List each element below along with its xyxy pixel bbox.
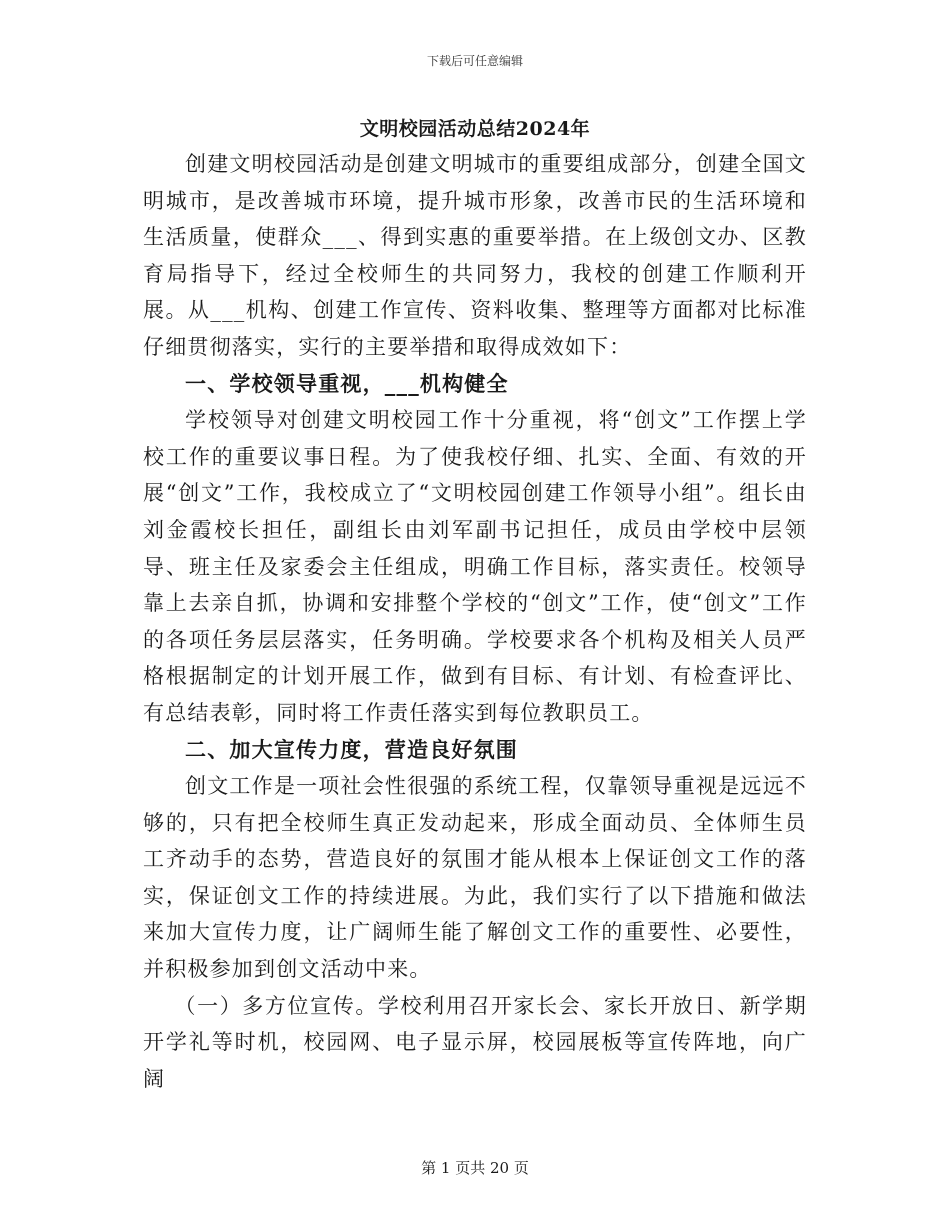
intro-paragraph: 创建文明校园活动是创建文明城市的重要组成部分，创建全国文明城市，是改善城市环境，提升城市形象，改善市民的生活环境和生活质量，使群众___、得到实惠的重要举措。在上级创文办、区教育局指导下，经过全校师生的共同努力，我校的创建工作顺利开展。从___机构、创建工作宣传、资料收集、整理等方面都对比标准仔细贯彻落实，实行的主要举措和取得成效如下： — [143, 152, 807, 359]
section-heading-2: 二、加大宣传力度，营造良好氛围 — [185, 736, 518, 762]
section-heading-1: 一、学校领导重视，___机构健全 — [185, 370, 509, 396]
section-1-paragraph: 学校领导对创建文明校园工作十分重视，将“创文”工作摆上学校工作的重要议事日程。为了使我校仔细、扎实、全面、有效的开展“创文”工作，我校成立了“文明校园创建工作领导小组”。组长由刘金霞校长担任，副组长由刘军副书记担任，成员由学校中层领导、班主任及家委会主任组成，明确工作目标，落实责任。校领导靠上去亲自抓，协调和安排整个学校的“创文”工作，使“创文”工作的各项任务层层落实，任务明确。学校要求各个机构及相关人员严格根据制定的计划开展工作，做到有目标、有计划、有检查评比、有总结表彰，同时将工作责任落实到每位教职员工。 — [143, 408, 807, 725]
page-number-footer: 第 1 页共 20 页 — [421, 1159, 529, 1177]
document-body — [143, 146, 807, 1097]
page-header-note: 下载后可任意编辑 — [426, 54, 523, 68]
subsection-1-paragraph: （一）多方位宣传。学校利用召开家长会、家长开放日、新学期开学礼等时机，校园网、电子显示屏，校园展板等宣传阵地，向广阔 — [143, 993, 807, 1091]
document-title: 文明校园活动总结2024年 — [359, 118, 591, 140]
section-2-paragraph: 创文工作是一项社会性很强的系统工程，仅靠领导重视是远远不够的，只有把全校师生真正发动起来，形成全面动员、全体师生员工齐动手的态势，营造良好的氛围才能从根本上保证创文工作的落实，保证创文工作的持续进展。为此，我们实行了以下措施和做法来加大宣传力度，让广阔师生能了解创文工作的重要性、必要性，并积极参加到创文活动中来。 — [143, 774, 807, 982]
